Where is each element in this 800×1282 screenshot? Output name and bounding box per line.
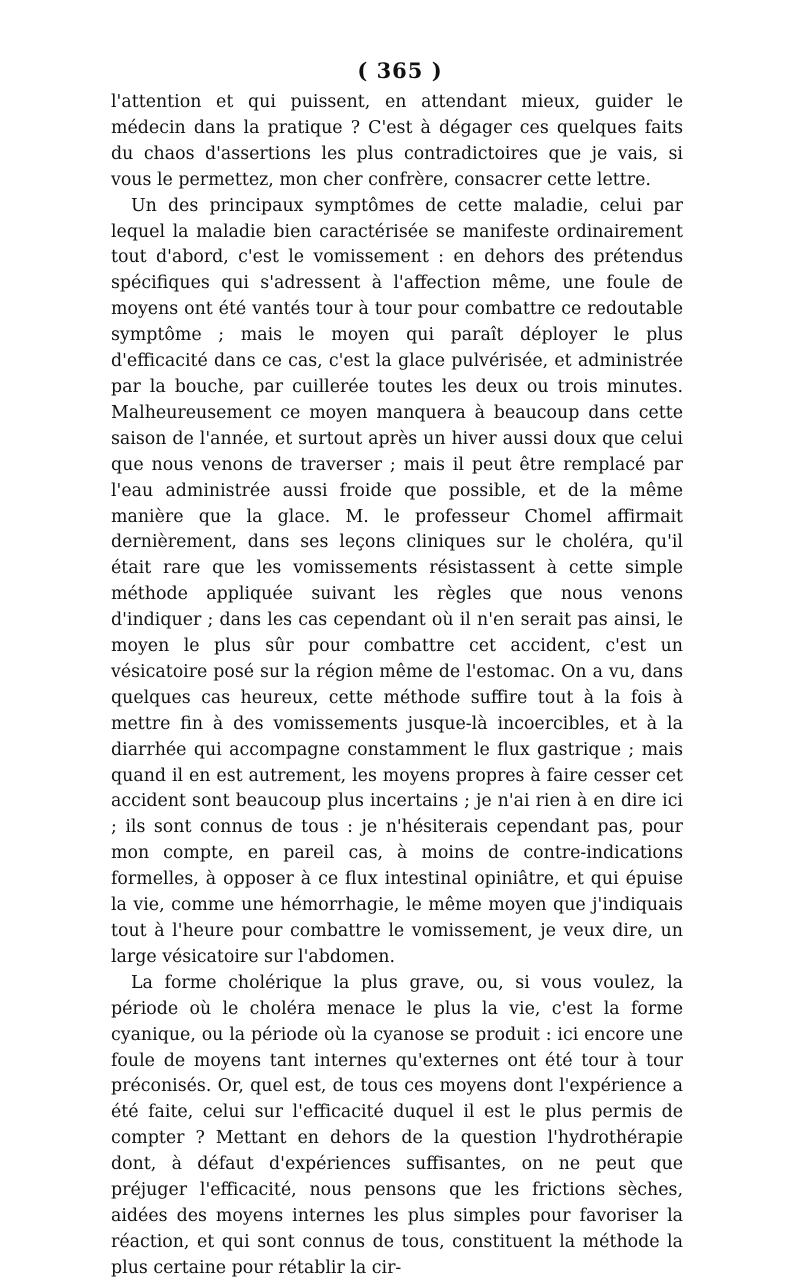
body-text	[111, 90, 683, 1282]
paragraph-forme-cyanique: La forme cholérique la plus grave, ou, si vous voulez, la période où le choléra menace le plus la vie, c'est la forme cyanique, ou la période où la cyanose se produit : ici encore une foule de moyens tant internes qu'externes ont été tour à tour préconisés. Or, quel est, de tous ces moyens dont l'expérience a été faite, celui sur l'efficacité duquel il est le plus permis de compter ? Mettant en dehors de la question l'hydrothérapie dont, à défaut d'expériences suffisantes, on ne peut que préjuger l'efficacité, nous pensons que les frictions sèches, aidées des moyens internes les plus simples pour favoriser la réaction, et qui sont connus de tous, constituent la méthode la plus certaine pour rétablir la cir-	[111, 972, 683, 1278]
page-number: ( 365 )	[357, 58, 443, 83]
paragraph-continuation: l'attention et qui puissent, en attendant mieux, guider le médecin dans la pratique ? C'est à dégager ces quelques faits du chaos d'assertions les plus contradictoires que je vais, si vous le permettez, mon cher confrère, consacrer cette lettre.	[111, 92, 683, 190]
paragraph-vomissement: Un des principaux symptômes de cette maladie, celui par lequel la maladie bien caractérisée se manifeste ordinairement tout d'abord, c'est le vomissement : en dehors des prétendus spécifiques qui s'adressent à l'affection même, une foule de moyens ont été vantés tour à tour pour combattre ce redoutable symptôme ; mais le moyen qui paraît déployer le plus d'efficacité dans ce cas, c'est la glace pulvérisée, et administrée par la bouche, par cuillerée toutes les deux ou trois minutes. Malheureusement ce moyen manquera à beaucoup dans cette saison de l'année, et surtout après un hiver aussi doux que celui que nous venons de traverser ; mais il peut être remplacé par l'eau administrée aussi froide que possible, et de la même manière que la glace. M. le professeur Chomel affirmait dernièrement, dans ses leçons cliniques sur le choléra, qu'il était rare que les vomissements résistassent à cette simple méthode appliquée suivant les règles que nous venons d'indiquer ; dans les cas cependant où il n'en serait pas ainsi, le moyen le plus sûr pour combattre cet accident, c'est un vésicatoire posé sur la région même de l'estomac. On a vu, dans quelques cas heureux, cette méthode suffire tout à la fois à mettre fin à des vomissements jusque-là incoercibles, et à la diarrhée qui accompagne constamment le flux gastrique ; mais quand il en est autrement, les moyens propres à faire cesser cet accident sont beaucoup plus incertains ; je n'ai rien à en dire ici ; ils sont connus de tous : je n'hésiterais cependant pas, pour mon compte, en pareil cas, à moins de contre-indications formelles, à opposer à ce flux intestinal opiniâtre, et qui épuise la vie, comme une hémorrhagie, le même moyen que j'indiquais tout à l'heure pour combattre le vomissement, je veux dire, un large vésicatoire sur l'abdomen.	[111, 195, 683, 967]
